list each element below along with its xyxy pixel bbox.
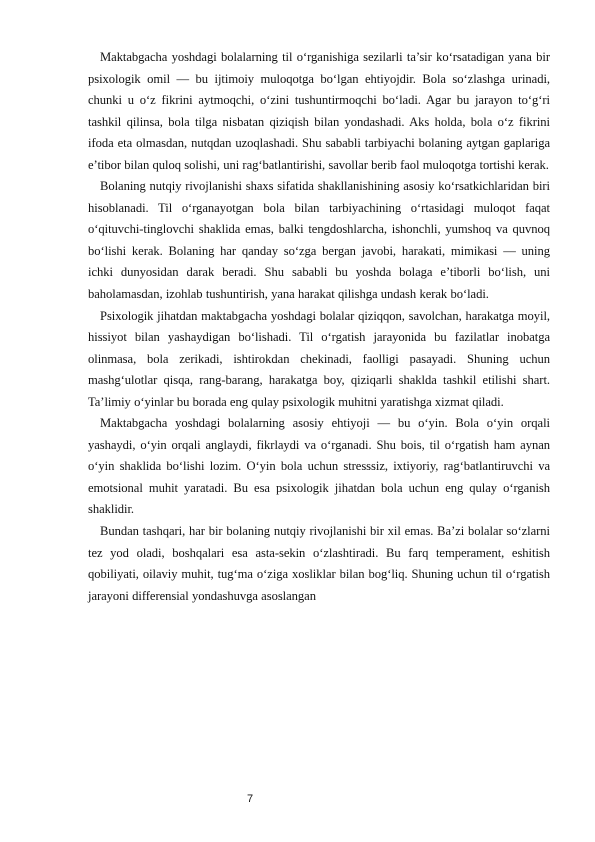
paragraph-4: Maktabgacha yoshdagi bolalarning asosiy ehtiyoji — bu o‘yin. Bola o‘yin orqali yashaydi, o‘yin orqali anglaydi, fikrlaydi va o‘rganadi. Shu bois, til o‘rgatish ham aynan o‘yin shaklida bo‘lishi lozim. O‘yin bola uchun stresssiz, ixtiyoriy, rag‘batlantiruvchi va emotsional muhit yaratadi. Bu esa psixologik jihatdan bola uchun eng qulay o‘rganish shaklidir. [88,416,550,517]
body-text [88,47,550,607]
paragraph-5: Bundan tashqari, har bir bolaning nutqiy rivojlanishi bir xil emas. Ba’zi bolalar so‘zlarni tez yod oladi, boshqalari esa asta-sekin o‘zlashtiradi. Bu farq temperament, eshitish qobiliyati, oilaviy muhit, tug‘ma o‘ziga xosliklar bilan bog‘liq. Shuning uchun til o‘rgatish jarayoni differensial yondashuvga asoslangan [88,524,550,603]
page-number: 7 [246,793,254,805]
paragraph-3: Psixologik jihatdan maktabgacha yoshdagi bolalar qiziqqon, savolchan, harakatga moyil, hissiyot bilan yashaydigan bo‘lishadi. Til o‘rgatish jarayonida bu fazilatlar inobatga olinmasa, bola zerikadi, ishtirokdan chekinadi, faolligi pasayadi. Shuning uchun mashg‘ulotlar qisqa, rang-barang, harakatga boy, qiziqarli shaklda tashkil etilishi shart. Ta’limiy o‘yinlar bu borada eng qulay psixologik muhitni yaratishga xizmat qiladi. [88,308,550,409]
paragraph-1: Maktabgacha yoshdagi bolalarning til o‘rganishiga sezilarli ta’sir ko‘rsatadigan yana bir psixologik omil — bu ijtimoiy muloqotga bo‘lgan ehtiyojdir. Bola so‘zlashga urinadi, chunki u o‘z fikrini aytmoqchi, o‘zini tushuntirmoqchi bo‘ladi. Agar bu jarayon to‘g‘ri tashkil qilinsa, bola tilga nisbatan qiziqish bilan yondashadi. Aks holda, bola o‘z fikrini ifoda eta olmasdan, nutqdan uzoqlashadi. Shu sababli tarbiyachi bolaning aytgan gaplariga e’tibor bilan quloq solishi, uni rag‘batlantirishi, savollar berib faol muloqotga tortishi kerak. [88,50,550,172]
paragraph-2: Bolaning nutqiy rivojlanishi shaxs sifatida shakllanishining asosiy ko‘rsatkichlaridan biri hisoblanadi. Til o‘rganayotgan bola bilan tarbiyachining o‘rtasidagi muloqot faqat o‘qituvchi-tinglovchi shaklida emas, balki tengdoshlarcha, ishonchli, yumshoq va quvnoq bo‘lishi kerak. Bolaning har qanday so‘zga bergan javobi, harakati, mimikasi — uning ichki dunyosidan darak beradi. Shu sababli bu yoshda bolaga e’tiborli bo‘lish, uni baholamasdan, izohlab tushuntirish, yana harakat qilishga undash kerak bo‘ladi. [88,179,550,302]
